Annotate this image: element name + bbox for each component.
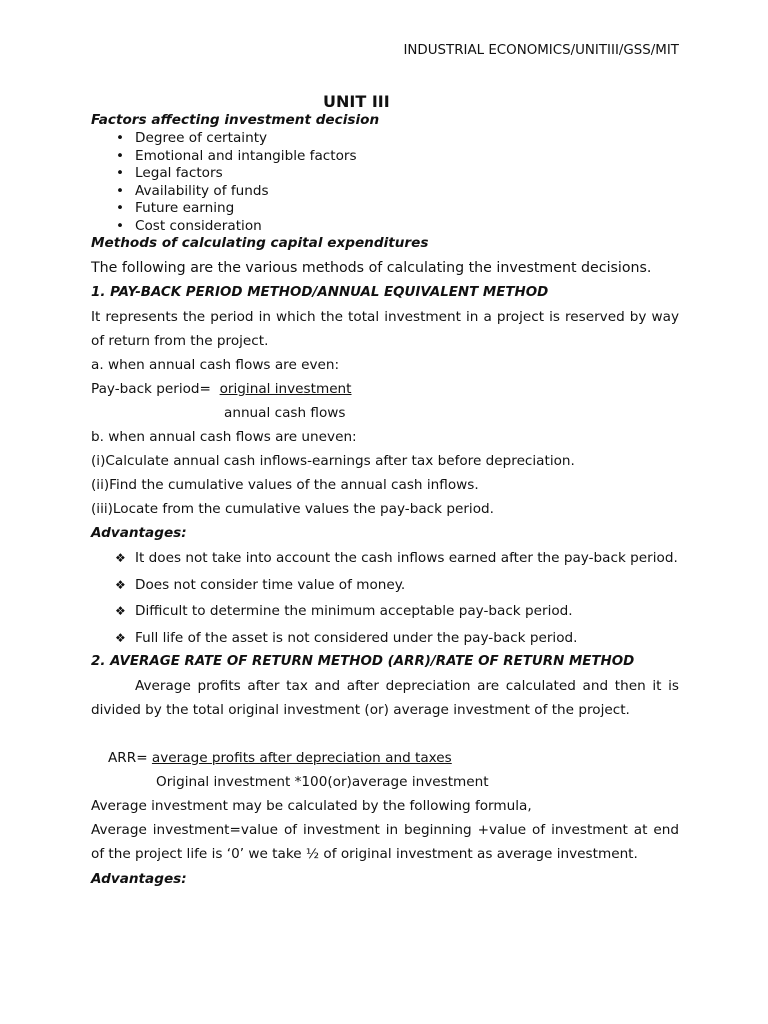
list-item: ❖ Difficult to determine the minimum acceptable pay-back period.	[115, 603, 573, 619]
formula-label: Pay-back period=	[91, 381, 211, 397]
avg-investment-line: Average investment may be calculated by the following formula,	[91, 798, 532, 814]
arr-formula	[108, 750, 696, 766]
diamond-bullet-icon: ❖	[115, 577, 126, 592]
arr-desc-line2: divided by the total original investment (or) average investment of the project.	[91, 702, 630, 718]
payback-advantages-list	[91, 550, 678, 656]
list-item: ❖ It does not take into account the cash inflows earned after the pay-back period.	[115, 550, 678, 566]
bullet-icon: •	[116, 200, 125, 216]
factors-heading: Factors affecting investment decision	[91, 112, 380, 128]
arr-heading: 2. AVERAGE RATE OF RETURN METHOD (ARR)/RATE OF RETURN METHOD	[91, 654, 635, 669]
list-item: ❖ Does not consider time value of money.	[115, 576, 406, 593]
formula-denominator: annual cash flows	[224, 405, 346, 421]
bullet-icon: •	[116, 217, 125, 234]
list-item: • Degree of certainty	[116, 130, 268, 146]
diamond-bullet-icon: ❖	[115, 630, 126, 645]
even-cashflow-label: a. when annual cash flows are even:	[91, 357, 340, 373]
uneven-cashflow-label: b. when annual cash flows are uneven:	[91, 429, 357, 445]
formula-denominator: Original investment *100(or)average investment	[156, 774, 489, 790]
list-item: • Cost consideration	[116, 217, 262, 234]
avg-formula-line2: of the project life is ‘0’ we take ½ of original investment as average investment.	[91, 846, 638, 862]
list-item: • Emotional and intangible factors	[116, 147, 357, 164]
arr-desc-line1: Average profits after tax and after depreciation are calculated and then it is	[135, 678, 679, 694]
step-item: (i)Calculate annual cash inflows-earnings after tax before depreciation.	[91, 453, 575, 469]
page-header: INDUSTRIAL ECONOMICS/UNITIII/GSS/MIT	[403, 43, 679, 58]
list-item: • Legal factors	[116, 165, 223, 181]
bullet-icon: •	[116, 182, 125, 199]
diamond-bullet-icon: ❖	[115, 604, 126, 618]
payback-advantages-heading: Advantages:	[91, 525, 187, 541]
diamond-bullet-icon: ❖	[115, 551, 126, 565]
payback-formula	[91, 381, 679, 397]
step-item: (ii)Find the cumulative values of the annual cash inflows.	[91, 477, 479, 493]
bullet-icon: •	[116, 165, 125, 181]
payback-desc-line2: of return from the project.	[91, 333, 269, 349]
formula-numerator: original investment	[219, 381, 352, 397]
arr-advantages-heading: Advantages:	[91, 871, 187, 887]
avg-formula-line1: Average investment=value of investment in beginning +value of investment at end	[91, 822, 679, 838]
methods-intro: The following are the various methods of calculating the investment decisions.	[91, 260, 652, 276]
list-item: • Availability of funds	[116, 182, 269, 199]
payback-heading: 1. PAY-BACK PERIOD METHOD/ANNUAL EQUIVALENT METHOD	[91, 285, 549, 300]
factors-list	[91, 130, 357, 235]
formula-label: ARR=	[108, 750, 148, 766]
payback-desc-line1: It represents the period in which the total investment in a project is reserved by way	[91, 309, 679, 325]
methods-heading: Methods of calculating capital expenditures	[91, 235, 429, 251]
page-title: UNIT III	[323, 92, 390, 111]
step-item: (iii)Locate from the cumulative values the pay-back period.	[91, 501, 494, 517]
bullet-icon: •	[116, 147, 125, 164]
list-item: ❖ Full life of the asset is not considered under the pay-back period.	[115, 629, 578, 646]
list-item: • Future earning	[116, 200, 235, 216]
formula-numerator: average profits after depreciation and taxes	[151, 750, 452, 766]
bullet-icon: •	[116, 130, 125, 146]
